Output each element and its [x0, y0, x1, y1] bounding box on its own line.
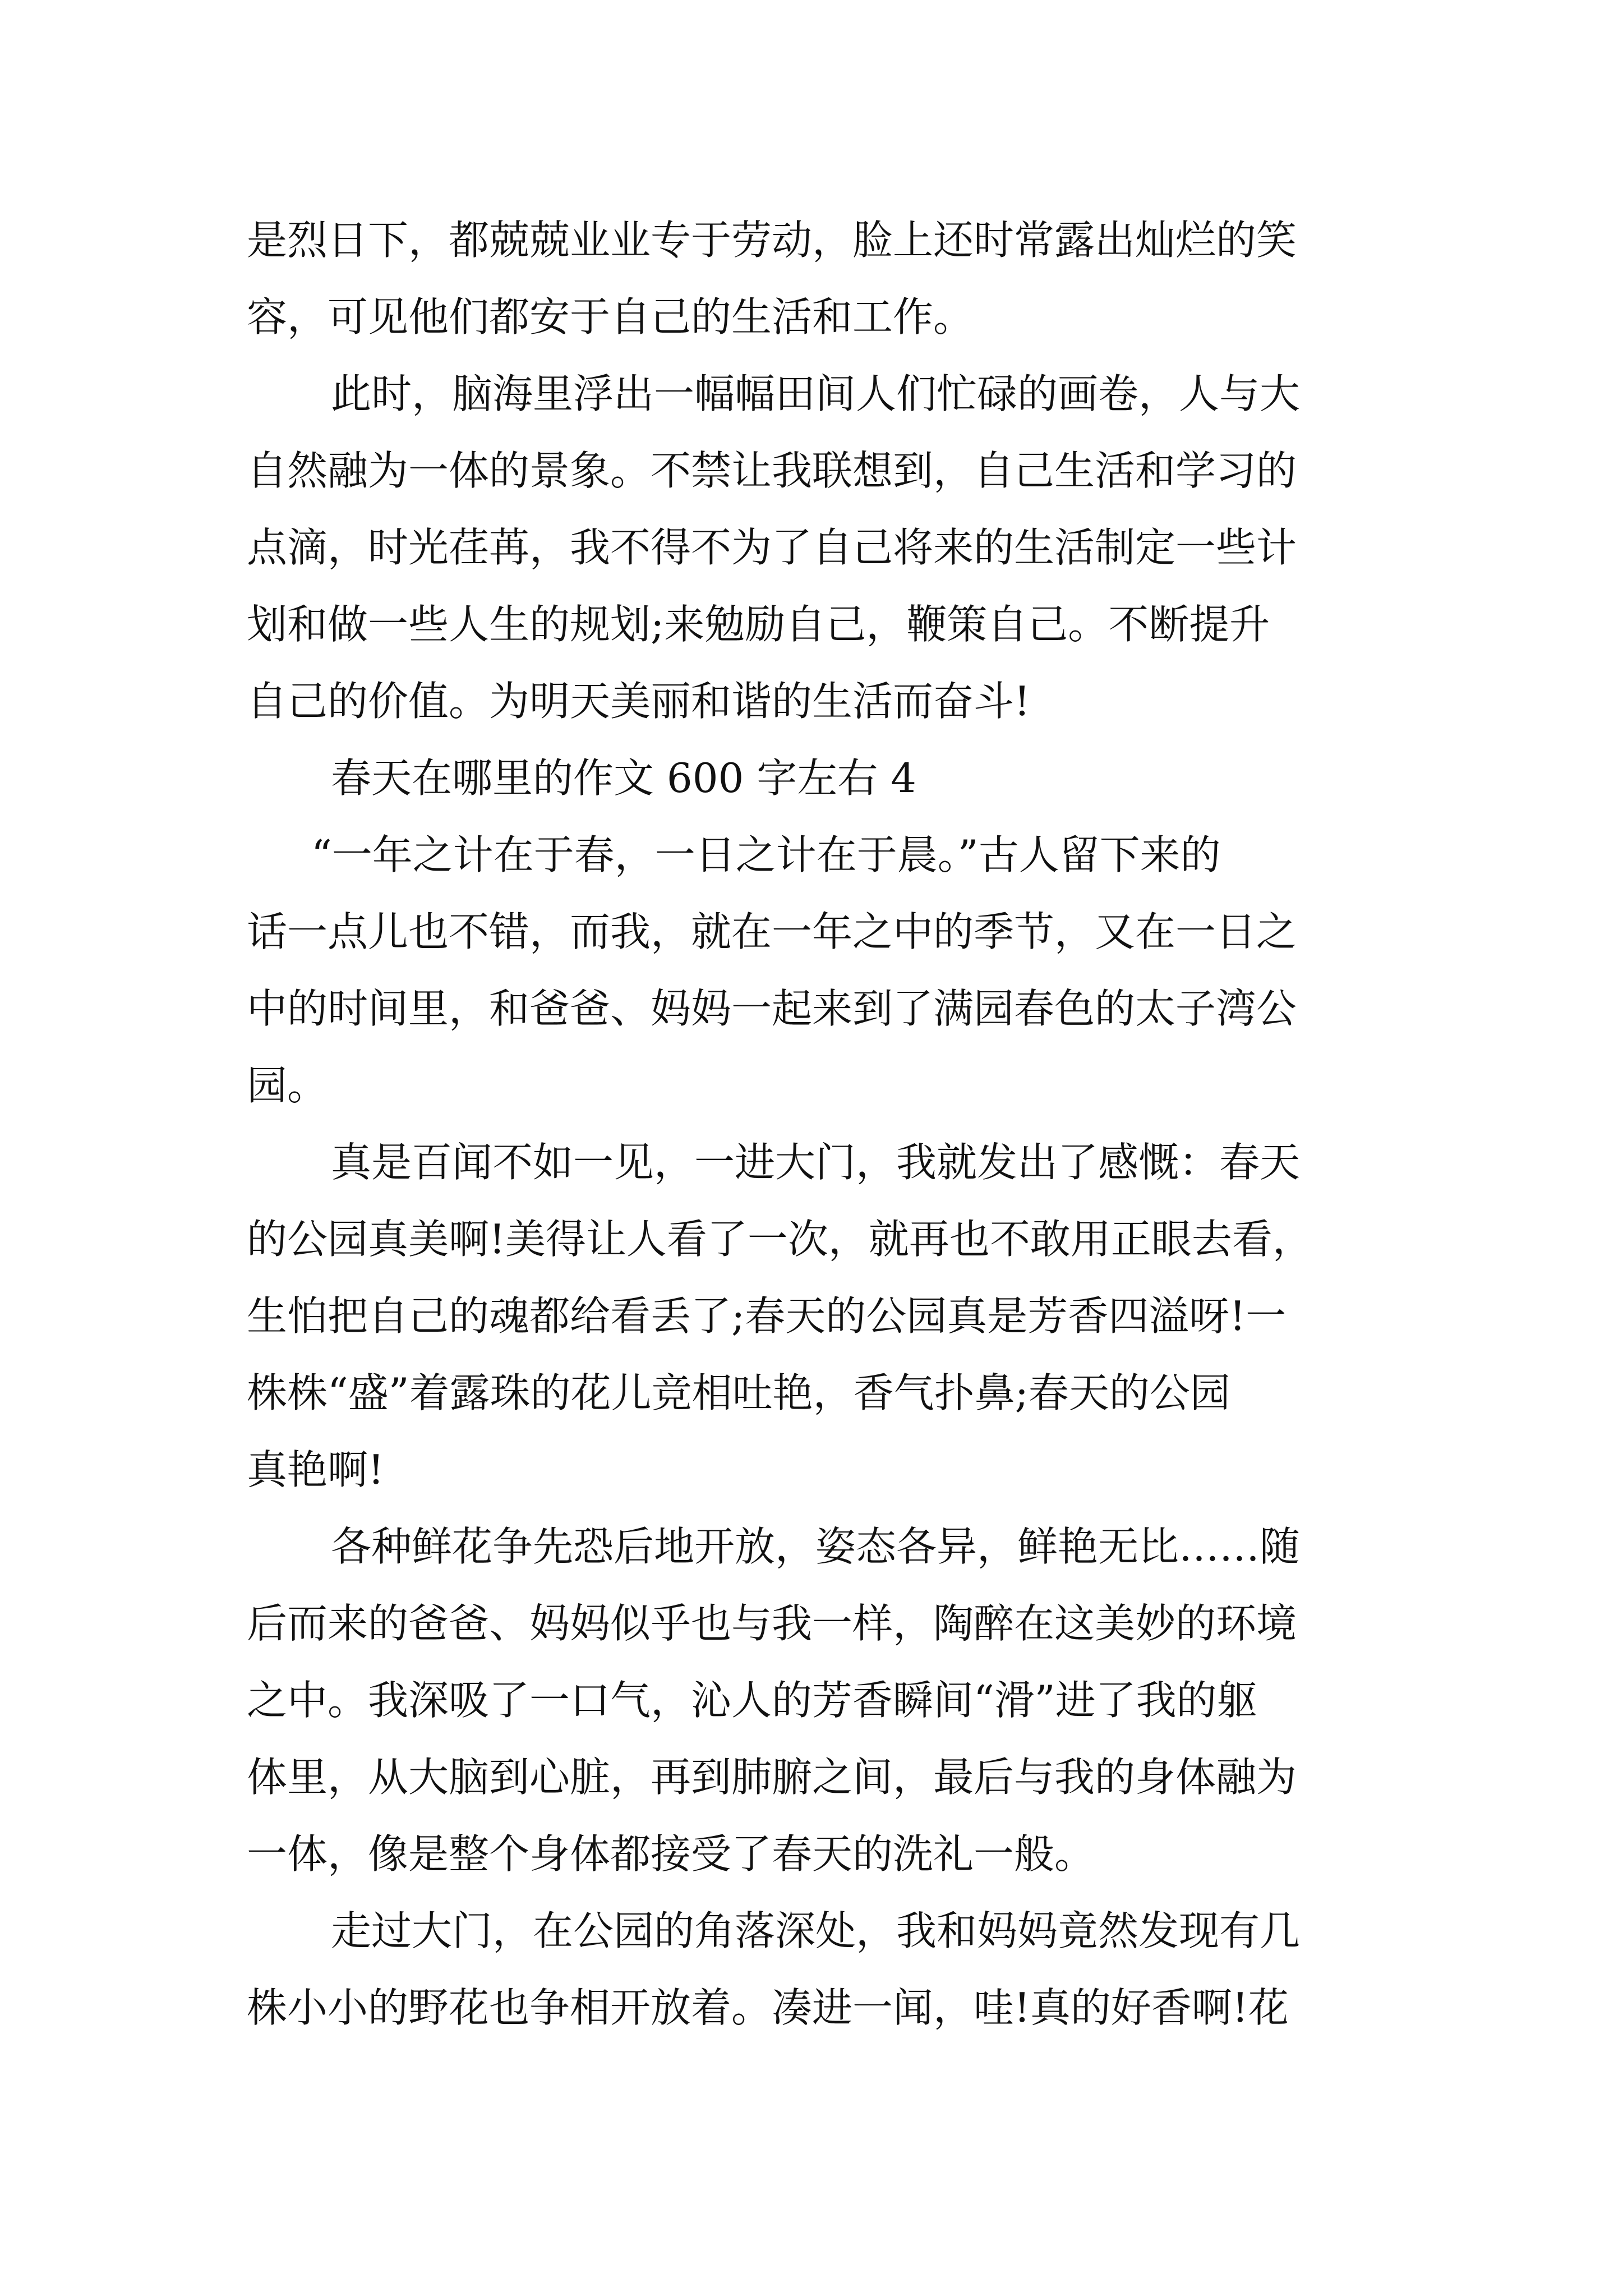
text-line: 自己的价值。为明天美丽和谐的生活而奋斗! [247, 678, 1030, 725]
paragraph-3 [247, 817, 1391, 1124]
text-line: 生怕把自己的魂都给看丢了;春天的公园真是芳香四溢呀!一 [247, 1292, 1287, 1340]
text-line: 话一点儿也不错，而我，就在一年之中的季节，又在一日之 [247, 908, 1297, 955]
paragraph-4 [247, 1124, 1391, 1508]
section-heading [247, 740, 1391, 817]
text-line: 划和做一些人生的规划;来勉励自己，鞭策自己。不断提升 [247, 601, 1270, 648]
text-line: 真是百闻不如一见，一进大门，我就发出了感慨：春天 [331, 1139, 1301, 1186]
text-line: 走过大门，在公园的角落深处，我和妈妈竟然发现有几 [331, 1907, 1301, 1954]
text-line: 此时，脑海里浮出一幅幅田间人们忙碌的画卷，人与大 [331, 370, 1301, 417]
paragraph-6 [247, 1893, 1391, 2046]
text-line: “一年之计在于春，一日之计在于晨。”古人留下来的 [311, 831, 1221, 878]
heading-text: 春天在哪里的作文 600 字左右 4 [331, 754, 916, 802]
text-line: 是烈日下，都兢兢业业专于劳动，脸上还时常露出灿烂的笑 [247, 217, 1297, 264]
text-line: 后而来的爸爸、妈妈似乎也与我一样，陶醉在这美妙的环境 [247, 1600, 1297, 1647]
text-line: 株株“盛”着露珠的花儿竞相吐艳，香气扑鼻;春天的公园 [247, 1369, 1230, 1416]
text-line: 一体，像是整个身体都接受了春天的洗礼一般。 [247, 1830, 1095, 1878]
document-body [247, 202, 1391, 2046]
paragraph-5 [247, 1508, 1391, 1893]
text-line: 的公园真美啊!美得让人看了一次，就再也不敢用正眼去看， [247, 1216, 1313, 1263]
text-line: 真艳啊! [247, 1446, 384, 1493]
text-line: 之中。我深吸了一口气，沁人的芳香瞬间“滑”进了我的躯 [247, 1677, 1257, 1724]
paragraph-2 [247, 356, 1391, 740]
text-line: 点滴，时光荏苒，我不得不为了自己将来的生活制定一些计 [247, 524, 1297, 571]
text-line: 中的时间里，和爸爸、妈妈一起来到了满园春色的太子湾公 [247, 985, 1297, 1032]
paragraph-1 [247, 202, 1391, 356]
text-line: 体里，从大脑到心脏，再到肺腑之间，最后与我的身体融为 [247, 1754, 1297, 1801]
text-line: 各种鲜花争先恐后地开放，姿态各异，鲜艳无比……随 [331, 1523, 1301, 1570]
text-line: 株小小的野花也争相开放着。凑进一闻，哇!真的好香啊!花 [247, 1984, 1289, 2031]
text-line: 自然融为一体的景象。不禁让我联想到，自己生活和学习的 [247, 447, 1297, 494]
text-line: 容，可见他们都安于自己的生活和工作。 [247, 293, 974, 341]
text-line: 园。 [247, 1062, 328, 1109]
